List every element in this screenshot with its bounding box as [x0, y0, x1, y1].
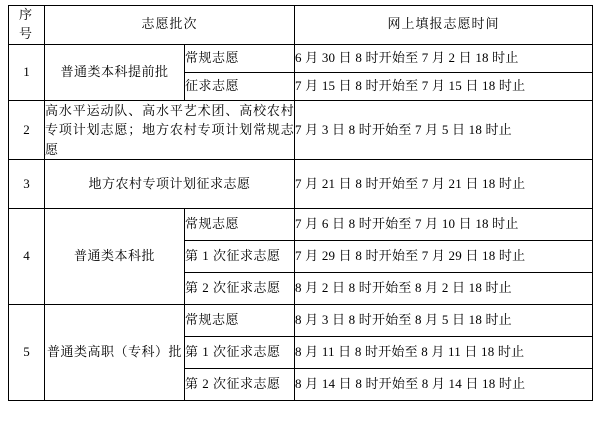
cell-fill-time: 7 月 21 日 8 时开始至 7 月 21 日 18 时止 [295, 160, 593, 209]
cell-batch-name: 高水平运动队、高水平艺术团、高校农村专项计划志愿；地方农村专项计划常规志愿 [45, 100, 295, 160]
document-page [0, 5, 600, 426]
cell-fill-time: 8 月 2 日 8 时开始至 8 月 2 日 18 时止 [295, 273, 593, 305]
table-row [9, 160, 593, 209]
cell-volunteer-type: 第 2 次征求志愿 [185, 273, 295, 305]
cell-sequence-number: 1 [9, 44, 45, 100]
cell-fill-time: 7 月 15 日 8 时开始至 7 月 15 日 18 时止 [295, 72, 593, 100]
cell-volunteer-type: 第 1 次征求志愿 [185, 337, 295, 369]
volunteer-schedule-table [8, 5, 593, 401]
cell-fill-time: 7 月 6 日 8 时开始至 7 月 10 日 18 时止 [295, 209, 593, 241]
cell-volunteer-type: 第 2 次征求志愿 [185, 369, 295, 401]
cell-fill-time: 7 月 3 日 8 时开始至 7 月 5 日 18 时止 [295, 100, 593, 160]
cell-fill-time: 7 月 29 日 8 时开始至 7 月 29 日 18 时止 [295, 241, 593, 273]
cell-batch-name: 地方农村专项计划征求志愿 [45, 160, 295, 209]
cell-batch-name: 普通类本科提前批 [45, 44, 185, 100]
table-body [9, 44, 593, 401]
cell-fill-time: 6 月 30 日 8 时开始至 7 月 2 日 18 时止 [295, 44, 593, 72]
table-row [9, 209, 593, 241]
cell-volunteer-type: 征求志愿 [185, 72, 295, 100]
cell-fill-time: 8 月 14 日 8 时开始至 8 月 14 日 18 时止 [295, 369, 593, 401]
table-header-row [9, 6, 593, 45]
cell-volunteer-type: 常规志愿 [185, 305, 295, 337]
cell-volunteer-type: 第 1 次征求志愿 [185, 241, 295, 273]
cell-volunteer-type: 常规志愿 [185, 44, 295, 72]
cell-sequence-number: 4 [9, 209, 45, 305]
table-row [9, 44, 593, 72]
table-header [9, 6, 593, 45]
cell-batch-name: 普通类本科批 [45, 209, 185, 305]
cell-fill-time: 8 月 3 日 8 时开始至 8 月 5 日 18 时止 [295, 305, 593, 337]
column-header-time: 网上填报志愿时间 [295, 6, 593, 45]
cell-fill-time: 8 月 11 日 8 时开始至 8 月 11 日 18 时止 [295, 337, 593, 369]
cell-sequence-number: 2 [9, 100, 45, 160]
table-row [9, 100, 593, 160]
cell-volunteer-type: 常规志愿 [185, 209, 295, 241]
column-header-no: 序 号 [9, 6, 45, 45]
cell-batch-name: 普通类高职（专科）批 [45, 305, 185, 401]
table-row [9, 305, 593, 337]
cell-sequence-number: 3 [9, 160, 45, 209]
column-header-batch: 志愿批次 [45, 6, 295, 45]
cell-sequence-number: 5 [9, 305, 45, 401]
